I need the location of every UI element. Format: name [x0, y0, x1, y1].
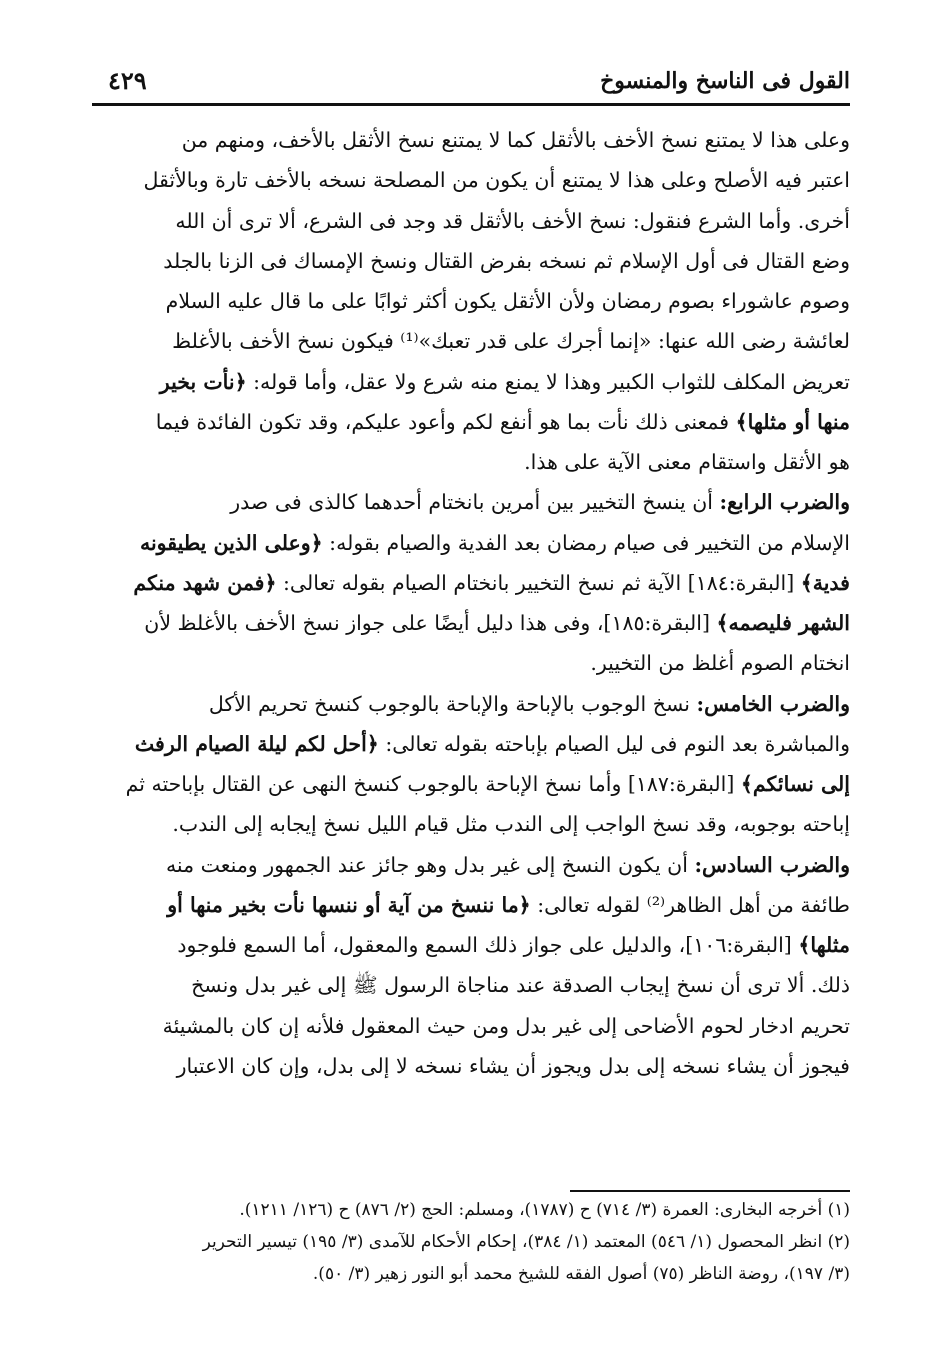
bold-segment: منها أو مثلها﴾ — [735, 409, 850, 434]
text-segment: وعلى هذا لا يمتنع نسخ الأخف بالأثقل كما لا يمتنع نسخ الأثقل بالأخف، ومنهم من — [181, 128, 850, 152]
bold-segment: ﴿ما ننسخ من آية أو ننسها نأت بخير منها أو — [167, 892, 531, 917]
text-line — [92, 563, 850, 603]
text-line — [92, 120, 850, 160]
bold-segment: فدية﴾ — [800, 570, 850, 595]
text-segment: انختام الصوم أغلظ من التخيير. — [590, 651, 850, 676]
header-rule — [92, 103, 850, 106]
text-segment: أن ينسخ التخيير بين أمرين بانختام أحدهما كالذى فى صدر — [230, 490, 720, 515]
footnote-separator — [570, 1190, 850, 1192]
text-line — [92, 684, 850, 724]
bold-segment: إلى نسائكم﴾ — [740, 772, 850, 796]
text-segment: إباحته بوجوبه، وقد نسخ الواجب إلى الندب مثل قيام الليل نسخ إيجابه إلى الندب. — [172, 812, 850, 837]
text-line — [92, 523, 850, 563]
text-line — [92, 845, 850, 885]
bold-segment: ﴿فمن شهد منكم — [133, 570, 277, 595]
text-line — [92, 885, 850, 925]
text-segment: فيجوز أن يشاء نسخه إلى بدل ويجوز أن يشاء نسخه لا إلى بدل، وإن كان الاعتبار — [176, 1053, 850, 1078]
text-line — [92, 241, 850, 281]
text-segment: ذلك. ألا ترى أن نسخ إيجاب الصدقة عند مناجاة الرسول ﷺ إلى غير بدل ونسخ — [191, 973, 850, 998]
text-segment: تعريض المكلف للثواب الكبير وهذا لا يمنع منه شرع ولا عقل، وأما قوله: — [246, 369, 850, 394]
text-segment: [البقرة:١٨٤] الآية ثم نسخ التخيير بانختام الصيام بقوله تعالى: — [276, 570, 801, 595]
page-number: ٤٢٩ — [108, 66, 147, 95]
text-line — [92, 201, 850, 241]
text-segment: [البقرة:١٨٧] وأما نسخ الإباحة بالوجوب كنسخ النهى عن القتال بإباحته ثم — [125, 772, 741, 796]
footnotes — [92, 1194, 850, 1290]
text-line — [92, 1006, 850, 1046]
text-line — [92, 160, 850, 200]
bold-segment: الشهر فليصمه﴾ — [716, 611, 850, 635]
text-line — [92, 724, 850, 764]
text-line — [92, 321, 850, 361]
text-line — [92, 925, 850, 965]
running-title: القول فى الناسخ والمنسوخ — [600, 68, 850, 94]
bold-segment: والضرب الرابع: — [719, 490, 850, 515]
bold-segment: مثلها﴾ — [798, 933, 850, 957]
text-segment: وضع القتال فى أول الإسلام ثم نسخه بفرض القتال ونسخ الإمساك فى الزنا بالجلد — [163, 248, 850, 273]
text-line — [92, 643, 850, 683]
text-line — [92, 965, 850, 1005]
text-line — [92, 603, 850, 643]
text-line — [92, 482, 850, 522]
bold-segment: ﴿أحل لكم ليلة الصيام الرفث — [134, 731, 379, 756]
bold-segment: ﴿نأت بخير — [159, 369, 247, 394]
text-segment: [البقرة:١٠٦]، والدليل على جواز ذلك السمع والمعقول، أما السمع فلوجود — [177, 933, 799, 957]
bold-segment: والضرب الخامس: — [696, 691, 850, 716]
bold-segment: ﴿وعلى الذين يطيقونه — [139, 530, 323, 555]
text-segment: والمباشرة بعد النوم فى ليل الصيام بإباحته بقوله تعالى: — [378, 731, 850, 756]
text-segment: الإسلام من التخيير فى صيام رمضان بعد الفدية والصيام بقوله: — [322, 530, 850, 555]
text-segment: لعائشة رضى الله عنها: «إنما أجرك على قدر تعبك»⁽¹⁾ فيكون نسخ الأخف بالأغلظ — [172, 329, 850, 354]
text-line — [92, 804, 850, 844]
footnote-line: (١) أخرجه البخارى: العمرة (٣/ ٧١٤) ح (١٧٨٧)، ومسلم: الحج (٢/ ٨٧٦) ح (١٢٦/ ١٢١١). — [239, 1200, 850, 1220]
text-segment: [البقرة:١٨٥]، وفى هذا دليل أيضًا على جواز نسخ الأخف بالأغلظ لأن — [144, 611, 717, 635]
text-segment: نسخ الوجوب بالإباحة والإباحة بالوجوب كنسخ تحريم الأكل — [208, 691, 697, 716]
text-segment: فمعنى ذلك نأت بما هو أنفع لكم وأعود عليكم، وقد تكون الفائدة فيما — [155, 409, 736, 434]
text-line — [92, 362, 850, 402]
text-segment: وصوم عاشوراء بصوم رمضان ولأن الأثقل يكون أكثر ثوابًا على ما قال عليه السلام — [165, 289, 850, 313]
page-header — [92, 62, 850, 106]
footnote-line: (٢) انظر المحصول (١/ ٥٤٦) المعتمد (١/ ٣٨٤)، إحكام الأحكام للآمدى (٣/ ١٩٥) تيسير التحرير — [202, 1232, 850, 1252]
text-line — [92, 281, 850, 321]
text-segment: طائفة من أهل الظاهر⁽²⁾ لقوله تعالى: — [530, 892, 850, 917]
text-segment: أن يكون النسخ إلى غير بدل وهو جائز عند الجمهور ومنعت منه — [165, 852, 695, 877]
footnote-line: (٣/ ١٩٧)، روضة الناظر (٧٥) أصول الفقه للشيخ محمد أبو النور زهير (٣/ ٥٠). — [312, 1264, 850, 1284]
text-line — [92, 442, 850, 482]
text-line — [92, 1046, 850, 1086]
text-segment: تحريم ادخار لحوم الأضاحى إلى غير بدل ومن حيث المعقول فلأنه إن كان بالمشيئة — [162, 1013, 850, 1038]
bold-segment: والضرب السادس: — [694, 852, 850, 877]
body-text — [92, 120, 850, 1086]
text-line — [92, 402, 850, 442]
text-line — [92, 764, 850, 804]
text-segment: هو الأثقل واستقام معنى الآية على هذا. — [524, 450, 850, 474]
text-segment: اعتبر فيه الأصلح وعلى هذا لا يمتنع أن يكون من المصلحة نسخه بالأخف تارة وبالأثقل — [143, 168, 850, 193]
text-segment: أخرى. وأما الشرع فنقول: نسخ الأخف بالأثقل قد وجد فى الشرع، ألا ترى أن الله — [175, 208, 850, 233]
